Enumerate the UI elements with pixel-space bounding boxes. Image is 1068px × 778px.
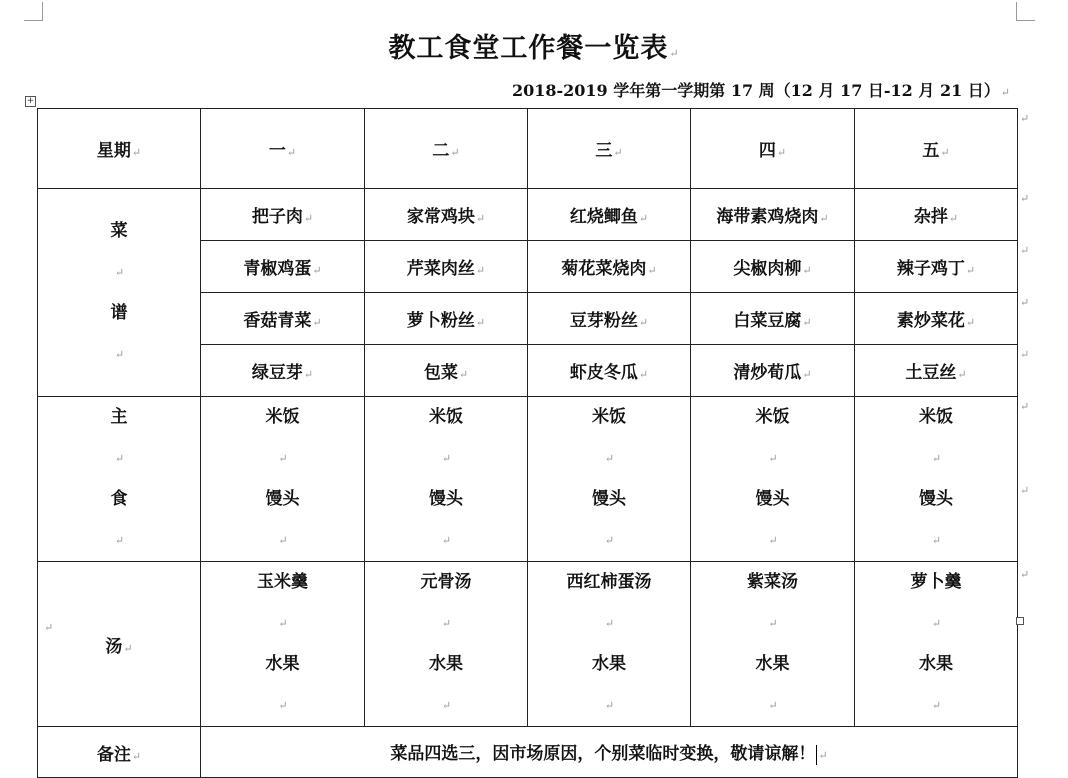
page-title: 教工食堂工作餐一览表↵ [388, 33, 680, 64]
dish-cell: 萝卜粉丝↵ [365, 293, 528, 345]
margin-corner-top-left [24, 2, 43, 21]
dish-cell: 尖椒肉柳↵ [691, 241, 855, 293]
soup-cell: 萝卜羹 ↵ 水果 ↵ [855, 562, 1018, 727]
dish-cell: 菊花菜烧肉↵ [528, 241, 691, 293]
note-text[interactable]: 菜品四选三，因市场原因，个别菜临时变换，敬请谅解！ ↵ [201, 727, 1018, 778]
dish-cell: 杂拌↵ [855, 189, 1018, 241]
staple-row [38, 397, 1018, 562]
dish-cell: 素炒菜花↵ [855, 293, 1018, 345]
dish-cell: 海带素鸡烧肉↵ [691, 189, 855, 241]
weekday-label: 星期↵ [38, 109, 201, 189]
dish-cell: 红烧鲫鱼↵ [528, 189, 691, 241]
dish-cell: 虾皮冬瓜↵ [528, 345, 691, 397]
day-header-4: 四↵ [691, 109, 855, 189]
week-subtitle: 2018-2019 学年第一学期第 17 周（12 月 17 日-12 月 21 日）↵ [511, 81, 1010, 100]
dish-cell: 香菇青菜↵ [201, 293, 365, 345]
staple-cell: 米饭 ↵ 馒头 ↵ [201, 397, 365, 562]
table-resize-handle[interactable] [1016, 617, 1024, 625]
soup-row [38, 562, 1018, 727]
soup-cell: 玉米羹 ↵ 水果 ↵ [201, 562, 365, 727]
dish-cell: 清炒荀瓜↵ [691, 345, 855, 397]
soup-label: 汤↵ [38, 562, 201, 727]
soup-cell: 西红柿蛋汤 ↵ 水果 ↵ [528, 562, 691, 727]
margin-corner-top-right [1016, 2, 1035, 21]
dish-cell: 绿豆芽↵ [201, 345, 365, 397]
dish-cell: 土豆丝↵ [855, 345, 1018, 397]
staple-cell: 米饭 ↵ 馒头 ↵ [365, 397, 528, 562]
dish-cell: 包菜↵ [365, 345, 528, 397]
menu-row-1 [38, 189, 1018, 241]
dish-cell: 豆芽粉丝↵ [528, 293, 691, 345]
dish-cell: 家常鸡块↵ [365, 189, 528, 241]
menu-table [37, 108, 1018, 778]
dish-cell: 芹菜肉丝↵ [365, 241, 528, 293]
dish-cell: 白菜豆腐↵ [691, 293, 855, 345]
dish-cell: 辣子鸡丁↵ [855, 241, 1018, 293]
soup-cell: 元骨汤 ↵ 水果 ↵ [365, 562, 528, 727]
day-header-1: 一↵ [201, 109, 365, 189]
note-label: 备注↵ [38, 727, 201, 778]
day-header-5: 五↵ [855, 109, 1018, 189]
note-row [38, 727, 1018, 778]
dish-cell: 把子肉↵ [201, 189, 365, 241]
document-end-mark: ↵ [44, 621, 54, 634]
menu-label: 菜 ↵ 谱 ↵ [38, 189, 201, 397]
staple-cell: 米饭 ↵ 馒头 ↵ [691, 397, 855, 562]
staple-cell: 米饭 ↵ 馒头 ↵ [528, 397, 691, 562]
staple-label: 主 ↵ 食 ↵ [38, 397, 201, 562]
table-move-handle[interactable]: + [26, 96, 35, 106]
day-header-2: 二↵ [365, 109, 528, 189]
staple-cell: 米饭 ↵ 馒头 ↵ [855, 397, 1018, 562]
header-row [38, 109, 1018, 189]
day-header-3: 三↵ [528, 109, 691, 189]
dish-cell: 青椒鸡蛋↵ [201, 241, 365, 293]
soup-cell: 紫菜汤 ↵ 水果 ↵ [691, 562, 855, 727]
